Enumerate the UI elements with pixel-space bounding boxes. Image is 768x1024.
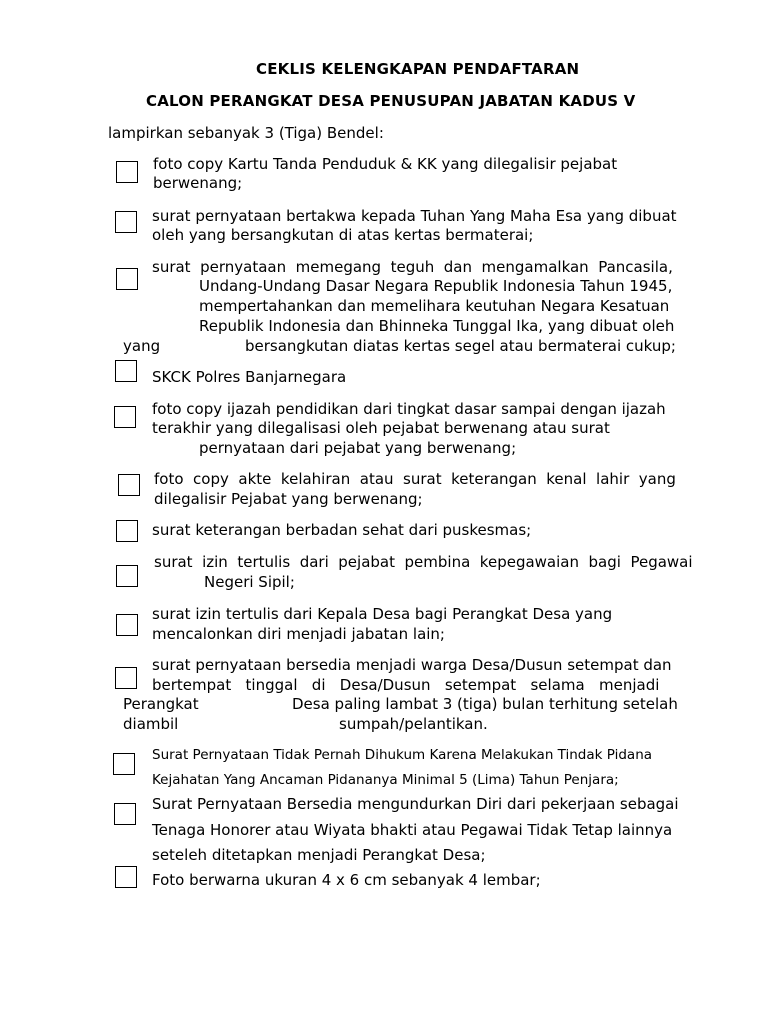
item-3-line-5b: bersangkutan diatas kertas segel atau bermaterai cukup; (245, 337, 676, 355)
checkbox-item-3[interactable] (116, 268, 138, 290)
checkbox-item-2[interactable] (115, 211, 137, 233)
item-3-line-4: Republik Indonesia dan Bhinneka Tunggal Ika, yang dibuat oleh (199, 317, 675, 335)
item-10-line-3b: Desa paling lambat 3 (tiga) bulan terhitung setelah (292, 695, 678, 713)
checkbox-item-8[interactable] (116, 565, 138, 587)
item-5-line-1: foto copy ijazah pendidikan dari tingkat dasar sampai dengan ijazah (152, 400, 666, 418)
checkbox-item-11[interactable] (113, 753, 135, 775)
checkbox-item-7[interactable] (116, 520, 138, 542)
checkbox-item-6[interactable] (118, 474, 140, 496)
checkbox-item-4[interactable] (115, 360, 137, 382)
checkbox-item-5[interactable] (114, 406, 136, 428)
item-3-line-1: surat pernyataan memegang teguh dan mengamalkan Pancasila, (152, 258, 673, 276)
item-12-line-3: seteleh ditetapkan menjadi Perangkat Desa; (152, 846, 486, 864)
checkbox-item-1[interactable] (116, 161, 138, 183)
document-title: CEKLIS KELENGKAPAN PENDAFTARAN (256, 60, 580, 78)
item-1-line-1: foto copy Kartu Tanda Penduduk & KK yang dilegalisir pejabat (153, 155, 618, 173)
item-1-line-2: berwenang; (153, 174, 243, 192)
item-5-line-2: terakhir yang dilegalisasi oleh pejabat berwenang atau surat (152, 419, 610, 437)
item-6-line-1: foto copy akte kelahiran atau surat keterangan kenal lahir yang (154, 470, 676, 488)
item-5-line-3: pernyataan dari pejabat yang berwenang; (199, 439, 517, 457)
checkbox-item-9[interactable] (116, 614, 138, 636)
item-3-line-5a: yang (123, 337, 161, 355)
item-11-line-2: Kejahatan Yang Ancaman Pidananya Minimal 5 (Lima) Tahun Penjara; (152, 772, 619, 788)
item-7-line-1: surat keterangan berbadan sehat dari puskesmas; (152, 521, 532, 539)
item-11-line-1: Surat Pernyataan Tidak Pernah Dihukum Karena Melakukan Tindak Pidana (152, 747, 653, 763)
checkbox-item-12[interactable] (114, 803, 136, 825)
item-10-line-2: bertempat tinggal di Desa/Dusun setempat selama menjadi (152, 676, 660, 694)
item-10-line-3a: Perangkat (123, 695, 199, 713)
item-10-line-4a: diambil (123, 715, 179, 733)
item-12-line-2: Tenaga Honorer atau Wiyata bhakti atau Pegawai Tidak Tetap lainnya (152, 821, 673, 839)
item-4-line-1: SKCK Polres Banjarnegara (152, 368, 347, 386)
item-12-line-1: Surat Pernyataan Bersedia mengundurkan Diri dari pekerjaan sebagai (152, 795, 679, 813)
item-6-line-2: dilegalisir Pejabat yang berwenang; (154, 490, 423, 508)
item-10-line-4b: sumpah/pelantikan. (339, 715, 488, 733)
item-2-line-2: oleh yang bersangkutan di atas kertas bermaterai; (152, 226, 534, 244)
checkbox-item-13[interactable] (115, 866, 137, 888)
document-subtitle: CALON PERANGKAT DESA PENUSUPAN JABATAN KADUS V (146, 92, 636, 110)
item-2-line-1: surat pernyataan bertakwa kepada Tuhan Yang Maha Esa yang dibuat (152, 207, 677, 225)
intro-text: lampirkan sebanyak 3 (Tiga) Bendel: (108, 124, 384, 142)
item-9-line-2: mencalonkan diri menjadi jabatan lain; (152, 625, 445, 643)
item-13-line-1: Foto berwarna ukuran 4 x 6 cm sebanyak 4 lembar; (152, 871, 541, 889)
item-9-line-1: surat izin tertulis dari Kepala Desa bagi Perangkat Desa yang (152, 605, 613, 623)
item-8-line-2: Negeri Sipil; (204, 573, 295, 591)
item-10-line-1: surat pernyataan bersedia menjadi warga Desa/Dusun setempat dan (152, 656, 672, 674)
item-3-line-3: mempertahankan dan memelihara keutuhan Negara Kesatuan (199, 297, 670, 315)
checkbox-item-10[interactable] (115, 667, 137, 689)
item-3-line-2: Undang-Undang Dasar Negara Republik Indonesia Tahun 1945, (199, 277, 673, 295)
item-8-line-1: surat izin tertulis dari pejabat pembina kepegawaian bagi Pegawai (154, 553, 693, 571)
